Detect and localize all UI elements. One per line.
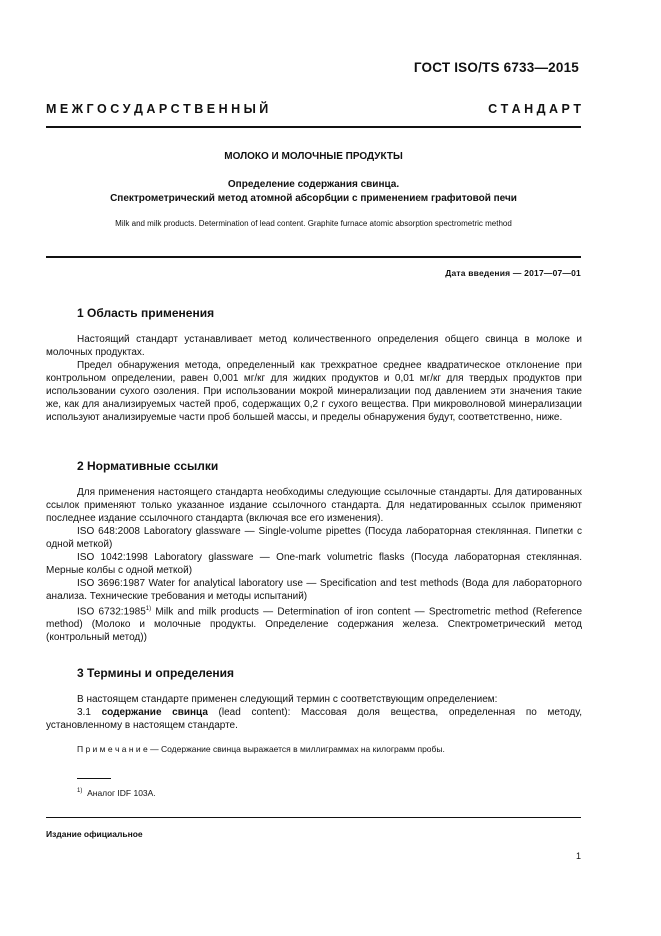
reference-iso-6732 bbox=[46, 603, 582, 644]
footnote-ref-marker: 1) bbox=[145, 606, 152, 612]
section-2-heading: 2 Нормативные ссылки bbox=[77, 459, 219, 473]
reference-iso-3696: ISO 3696:1987 Water for analytical laboratory use — Specification and test methods (Вода для лабораторного анализа. Технические требования и методы испытаний) bbox=[46, 578, 582, 602]
title-english: Milk and milk products. Determination of lead content. Graphite furnace atomic absorption spectrometric method bbox=[115, 219, 512, 228]
term-name: содержание свинца bbox=[101, 707, 208, 718]
title-bottom-rule bbox=[46, 256, 581, 258]
section-1-paragraph-1: Настоящий стандарт устанавливает метод количественного определения общего свинца в молоке и молочных продуктах. bbox=[46, 334, 582, 358]
section-2-body bbox=[46, 486, 582, 644]
note bbox=[46, 744, 582, 755]
footnote bbox=[77, 788, 156, 798]
section-3-paragraph-1: В настоящем стандарте применен следующий термин с соответствующим определением: bbox=[77, 694, 498, 705]
term-text: (lead content): Массовая доля вещества, определенная по методу, установленному в настоящем стандарте. bbox=[46, 707, 582, 731]
official-edition-label: Издание официальное bbox=[46, 829, 143, 839]
section-2-paragraph-1: Для применения настоящего стандарта необходимы следующие ссылочные стандарты. Для датированных ссылок применяют только указанное издание ссылочного стандарта. Для недатированных ссылок применяют последнее издание ссылочного стандарта (включая все его изменения). bbox=[46, 487, 582, 524]
footer-rule bbox=[46, 817, 581, 818]
title-subtitle bbox=[46, 178, 581, 206]
section-3-body bbox=[46, 693, 582, 732]
footnote-text: Аналог IDF 103A. bbox=[87, 788, 156, 798]
subtitle-line-1: Определение содержания свинца. bbox=[227, 179, 400, 190]
term-definition bbox=[46, 706, 582, 732]
reference-iso-1042: ISO 1042:1998 Laboratory glassware — One-mark volumetric flasks (Посуда лабораторная стеклянная. Мерные колбы с одной меткой) bbox=[46, 552, 582, 576]
reference-iso-648: ISO 648:2008 Laboratory glassware — Single-volume pipettes (Посуда лабораторная стеклянная. Пипетки с одной меткой) bbox=[46, 526, 582, 550]
section-3-heading: 3 Термины и определения bbox=[77, 666, 235, 680]
standard-type-word-1: М Е Ж Г О С У Д А Р С Т В Е Н Н Ы Й bbox=[46, 102, 269, 116]
standard-type-word-2: С Т А Н Д А Р Т bbox=[488, 102, 581, 116]
section-1-body bbox=[46, 333, 582, 424]
section-1-heading: 1 Область применения bbox=[77, 306, 215, 320]
subtitle-line-2: Спектрометрический метод атомной абсорбции с применением графитовой печи bbox=[110, 193, 517, 204]
title-main: МОЛОКО И МОЛОЧНЫЕ ПРОДУКТЫ bbox=[224, 151, 403, 162]
section-1-paragraph-2: Предел обнаружения метода, определенный как трехкратное среднее квадратическое отклонение при контрольном определении, равен 0,001 мг/кг для жидких продуктов и 0,01 мг/кг для твердых продуктов при использовании сухого озоления. При использовании мокрой минерализации под давлением эти значения такие же, как для анализируемых частей проб, содержащих 0,2 г сухого вещества. При микроволновой минерализации используют анализируемые части проб большей массы, и пределы обнаружения будут, соответственно, ниже. bbox=[46, 360, 582, 423]
note-label: П р и м е ч а н и е bbox=[77, 744, 148, 754]
document-code: ГОСТ ISO/TS 6733—2015 bbox=[413, 60, 579, 75]
term-number: 3.1 bbox=[77, 707, 102, 718]
footnote-separator bbox=[77, 778, 111, 779]
top-rule bbox=[46, 126, 581, 128]
standard-type-heading bbox=[46, 102, 581, 116]
reference-iso-6732-code: ISO 6732:1985 bbox=[77, 606, 146, 618]
introduction-date: Дата введения — 2017—07—01 bbox=[445, 268, 581, 278]
page-number: 1 bbox=[575, 851, 581, 861]
reference-iso-6732-text: Milk and milk products — Determination of iron content — Spectrometric method (Reference method) (Молоко и молочные продукты. Определение содержания железа. Спектрометрический метод (контрольный метод)) bbox=[46, 606, 583, 644]
footnote-marker: 1) bbox=[77, 788, 83, 795]
note-text: — Содержание свинца выражается в миллиграммах на килограмм пробы. bbox=[147, 744, 445, 754]
